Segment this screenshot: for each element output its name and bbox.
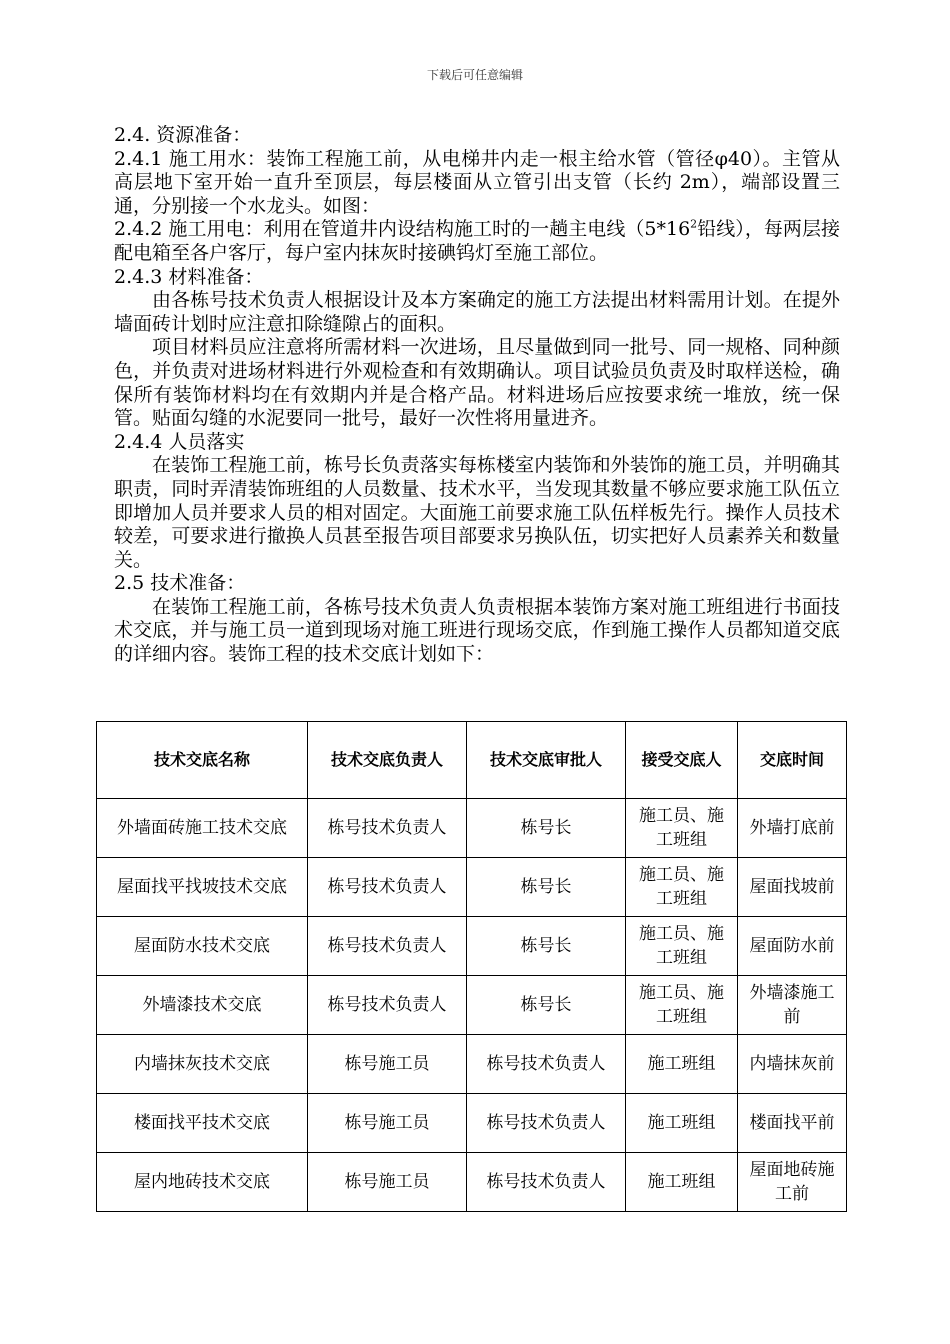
table-cell: 屋面防水技术交底 <box>97 917 308 976</box>
table-cell: 施工员、施工班组 <box>626 858 738 917</box>
document-body <box>114 124 840 667</box>
table-cell: 外墙打底前 <box>738 799 847 858</box>
table-cell: 屋面地砖施工前 <box>738 1153 847 1212</box>
table-cell: 栋号技术负责人 <box>308 917 467 976</box>
table-cell: 屋面找平找坡技术交底 <box>97 858 308 917</box>
table-cell: 栋号施工员 <box>308 1153 467 1212</box>
table-cell: 施工员、施工班组 <box>626 917 738 976</box>
table-row <box>97 799 847 858</box>
table-cell: 栋号技术负责人 <box>467 1153 626 1212</box>
table-row <box>97 858 847 917</box>
table-cell: 屋面防水前 <box>738 917 847 976</box>
page-header: 下载后可任意编辑 <box>426 68 523 82</box>
section-heading-2-4-3: 2.4.3 材料准备： <box>114 265 264 288</box>
table-cell: 施工班组 <box>626 1035 738 1094</box>
table-cell: 栋号长 <box>467 976 626 1035</box>
table-row <box>97 1035 847 1094</box>
table-header-row <box>97 722 847 799</box>
table-cell: 施工员、施工班组 <box>626 976 738 1035</box>
table-cell: 楼面找平前 <box>738 1094 847 1153</box>
paragraph-water-supply: 2.4.1 施工用水：装饰工程施工前，从电梯井内走一根主给水管（管径φ40）。主管从高层地下室开始一直升至顶层，每层楼面从立管引出支管（长约 2m），端部设置三通，分别接一个水龙头。如图： <box>114 147 840 217</box>
table-cell: 栋号长 <box>467 799 626 858</box>
table-cell: 外墙漆施工前 <box>738 976 847 1035</box>
table-cell: 栋号技术负责人 <box>308 858 467 917</box>
power-text-post: 铅线），每两层接配电箱至各户客厅，每户室内抹灰时接碘钨灯至施工部位。 <box>114 218 840 264</box>
paragraph-material-plan: 由各栋号技术负责人根据设计及本方案确定的施工方法提出材料需用计划。在提外墙面砖计划时应注意扣除缝隙占的面积。 <box>114 289 840 335</box>
table-row <box>97 917 847 976</box>
paragraph-technical-prep: 在装饰工程施工前，各栋号技术负责人负责根据本装饰方案对施工班组进行书面技术交底，并与施工员一道到现场对施工班进行现场交底，作到施工操作人员都知道交底的详细内容。装饰工程的技术交底计划如下： <box>114 595 840 666</box>
table-header-cell: 技术交底负责人 <box>308 722 467 799</box>
table-header-cell: 接受交底人 <box>626 722 738 799</box>
technical-briefing-table <box>96 721 847 1212</box>
table-cell: 栋号施工员 <box>308 1094 467 1153</box>
table-cell: 屋内地砖技术交底 <box>97 1153 308 1212</box>
table-cell: 栋号技术负责人 <box>308 976 467 1035</box>
paragraph-power-supply <box>114 218 840 265</box>
paragraph-personnel: 在装饰工程施工前，栋号长负责落实每栋楼室内装饰和外装饰的施工员，并明确其职责，同时弄清装饰班组的人员数量、技术水平，当发现其数量不够应要求施工队伍立即增加人员并要求人员的相对固定。大面施工前要求施工队伍样板先行。操作人员技术较差，可要求进行撤换人员甚至报告项目部要求另换队伍，切实把好人员素养关和数量关。 <box>114 454 840 571</box>
table-cell: 内墙抹灰前 <box>738 1035 847 1094</box>
power-text-pre: 2.4.2 施工用电：利用在管道井内设结构施工时的一趟主电线（5*16 <box>114 218 691 241</box>
table-cell: 外墙面砖施工技术交底 <box>97 799 308 858</box>
table-cell: 外墙漆技术交底 <box>97 976 308 1035</box>
table-row <box>97 976 847 1035</box>
table-cell: 施工班组 <box>626 1153 738 1212</box>
power-text-sup: 2 <box>690 218 698 232</box>
section-heading-2-4: 2.4. 资源准备： <box>114 124 252 146</box>
table-cell: 施工员、施工班组 <box>626 799 738 858</box>
table-cell: 施工班组 <box>626 1094 738 1153</box>
table-cell: 栋号技术负责人 <box>467 1035 626 1094</box>
table-cell: 栋号长 <box>467 917 626 976</box>
paragraph-material-handling: 项目材料员应注意将所需材料一次进场，且尽量做到同一批号、同一规格、同种颜色，并负责对进场材料进行外观检查和有效期确认。项目试验员负责及时取样送检，确保所有装饰材料均在有效期内并是合格产品。材料进场后应按要求统一堆放，统一保管。贴面勾缝的水泥要同一批号，最好一次性将用量进齐。 <box>114 336 840 430</box>
section-heading-2-5: 2.5 技术准备： <box>114 572 246 595</box>
section-heading-2-4-4: 2.4.4 人员落实 <box>114 430 245 453</box>
table-cell: 内墙抹灰技术交底 <box>97 1035 308 1094</box>
table-header-cell: 技术交底名称 <box>97 722 308 799</box>
table-cell: 屋面找坡前 <box>738 858 847 917</box>
table-cell: 楼面找平技术交底 <box>97 1094 308 1153</box>
table-row <box>97 1153 847 1212</box>
table-cell: 栋号长 <box>467 858 626 917</box>
table-header-cell: 技术交底审批人 <box>467 722 626 799</box>
table-row <box>97 1094 847 1153</box>
table-cell: 栋号技术负责人 <box>308 799 467 858</box>
table-header-cell: 交底时间 <box>738 722 847 799</box>
table-cell: 栋号技术负责人 <box>467 1094 626 1153</box>
table-cell: 栋号施工员 <box>308 1035 467 1094</box>
